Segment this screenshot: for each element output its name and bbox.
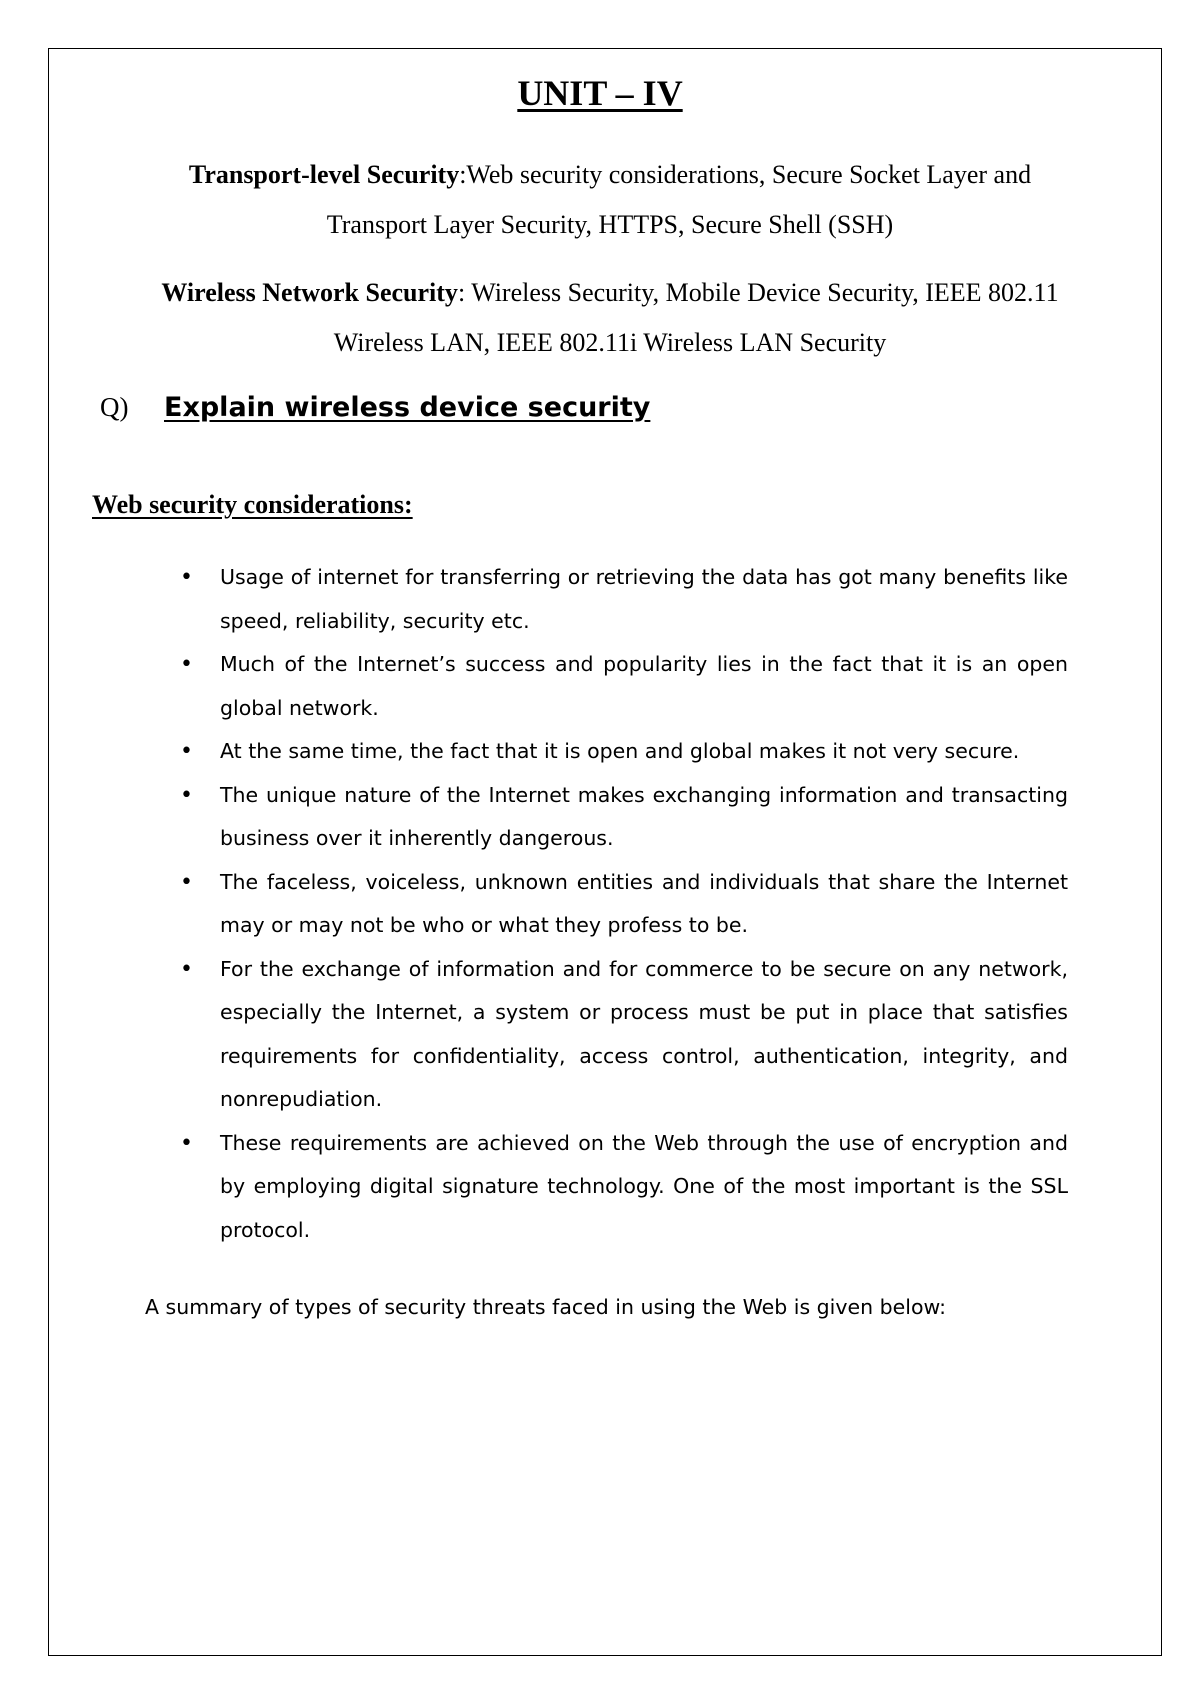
list-item: • For the exchange of information and for commerce to be secure on any network, especially the Internet, a system or process must be put in place that satisfies requirements for confidentiality, access control, authentication, integrity, and nonrepudiation. [180,948,1068,1122]
question-text: Explain wireless device security [164,392,651,423]
syllabus-transport-security [140,150,1080,250]
syllabus-wireless-security [140,268,1080,368]
summary-text: A summary of types of security threats faced in using the Web is given below: [145,1295,947,1319]
list-item: • These requirements are achieved on the Web through the use of encryption and by employing digital signature technology. One of the most important is the SSL protocol. [180,1122,1068,1253]
list-item: • The faceless, voiceless, unknown entities and individuals that share the Internet may or may not be who or what they profess to be. [180,861,1068,948]
section-heading: Web security considerations: [92,490,413,519]
syllabus-heading: Transport-level Security [188,160,460,189]
bullet-list [180,556,1068,1252]
question-label: Q) [100,392,129,422]
list-item: • The unique nature of the Internet makes exchanging information and transacting business over it inherently dangerous. [180,774,1068,861]
syllabus-heading: Wireless Network Security [161,278,458,307]
question [100,392,650,423]
syllabus-text: : Wireless Security, Mobile Device Security, IEEE 802.11 Wireless LAN, IEEE 802.11i Wireless LAN Security [333,278,1059,357]
list-item: • Usage of internet for transferring or retrieving the data has got many benefits like speed, reliability, security etc. [180,556,1068,643]
list-item: • Much of the Internet’s success and popularity lies in the fact that it is an open global network. [180,643,1068,730]
syllabus-text: :Web security considerations, Secure Socket Layer and Transport Layer Security, HTTPS, Secure Shell (SSH) [326,160,1032,239]
list-item: • At the same time, the fact that it is open and global makes it not very secure. [180,730,1068,774]
unit-title: UNIT – IV [517,73,683,113]
